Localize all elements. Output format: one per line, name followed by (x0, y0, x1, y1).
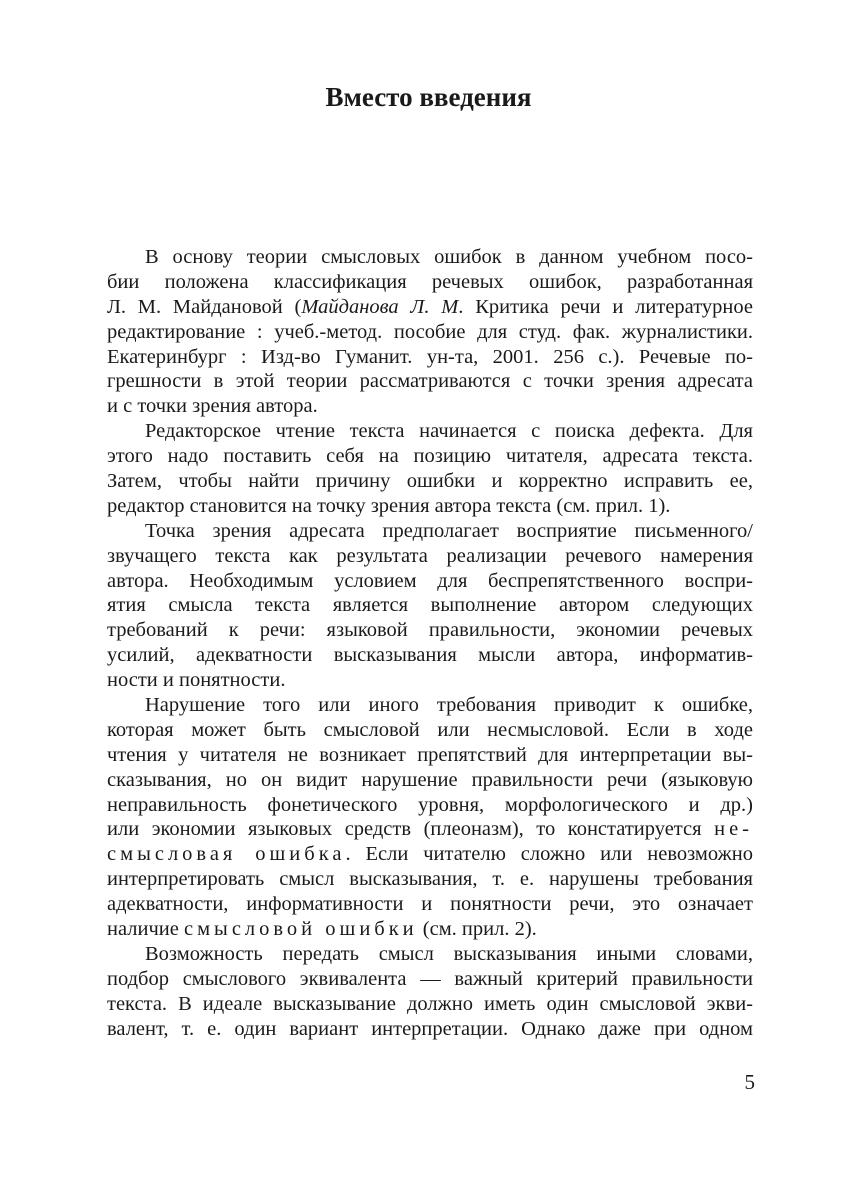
text-line (107, 967, 753, 992)
text-line (107, 1017, 753, 1042)
text-segment: требований к речи: языковой правильности, экономии речевых (107, 619, 753, 642)
text-segment: Екатеринбург : Изд-во Гуманит. ун-та, 2001. 256 с.). Речевые по- (107, 345, 753, 368)
text-line (107, 718, 753, 743)
paragraph (107, 693, 753, 942)
text-line (107, 917, 753, 942)
text-segment: наличие (107, 918, 184, 941)
text-line (107, 569, 753, 594)
text-segment: Л. М. Майдановой ( (107, 295, 302, 318)
text-line (107, 743, 753, 768)
text-line (107, 295, 753, 320)
text-line (107, 593, 753, 618)
text-line (107, 643, 753, 668)
text-segment: неправильность фонетического уровня, морфологического и др.) (107, 793, 753, 816)
text-segment: валент, т. е. один вариант интерпретации. Однако даже при одном (107, 1017, 753, 1040)
text-segment: Затем, чтобы найти причину ошибки и корректно исправить ее, (107, 470, 753, 493)
text-line (107, 992, 753, 1017)
text-segment: ности и понятности. (107, 669, 286, 692)
text-segment: бии положена классификация речевых ошибок, разработанная (107, 270, 753, 293)
text-segment: подбор смыслового эквивалента — важный критерий правильности (107, 967, 753, 990)
text-segment: этого надо поставить себя на позицию читателя, адресата текста. (107, 445, 753, 468)
spaced-emphasis: не- (714, 818, 753, 841)
text-line (107, 867, 753, 892)
text-segment: Точка зрения адресата предполагает восприятие письменного/ (145, 519, 753, 542)
text-line (107, 793, 753, 818)
body-text (107, 245, 753, 1042)
text-line (107, 842, 753, 867)
paragraph (107, 519, 753, 693)
text-segment: чтения у читателя не возникает препятствий для интерпретации вы- (107, 743, 753, 766)
text-line (107, 618, 753, 643)
text-segment: редактирование : учеб.-метод. пособие для студ. фак. журналистики. (107, 320, 753, 343)
text-segment: усилий, адекватности высказывания мысли автора, информатив- (107, 644, 753, 667)
text-segment: Редакторское чтение текста начинается с поиска дефекта. Для (145, 420, 753, 443)
text-line (107, 270, 753, 295)
text-line (107, 345, 753, 370)
text-line (107, 444, 753, 469)
text-line (107, 369, 753, 394)
text-segment: В основу теории смысловых ошибок в данном учебном посо- (145, 246, 753, 268)
text-segment: и с точки зрения автора. (107, 395, 318, 418)
text-segment: ятия смысла текста является выполнение автором следующих (107, 594, 753, 617)
paragraph (107, 245, 753, 419)
text-line (107, 768, 753, 793)
paragraph (107, 942, 753, 1042)
text-segment: Нарушение того или иного требования приводит к ошибке, (145, 694, 753, 717)
text-segment: грешности в этой теории рассматриваются с точки зрения адресата (107, 370, 753, 393)
text-line (107, 245, 753, 270)
text-segment: которая может быть смысловой или несмысловой. Если в ходе (107, 718, 753, 741)
text-segment: редактор становится на точку зрения автора текста (см. прил. 1). (107, 494, 671, 517)
page-number: 5 (744, 1070, 755, 1094)
spaced-emphasis: смысловая ошибка (107, 843, 346, 866)
text-line (107, 668, 753, 693)
text-segment: . Критика речи и литературное (458, 295, 754, 318)
text-segment: интерпретировать смысл высказывания, т. е. нарушены требования (107, 868, 753, 891)
text-line (107, 494, 753, 519)
text-segment: адекватности, информативности и понятности речи, это означает (107, 893, 753, 916)
text-line (107, 942, 753, 967)
text-line (107, 817, 753, 842)
text-segment: сказывания, но он видит нарушение правильности речи (языковую (107, 768, 753, 791)
text-segment: (см. прил. 2). (417, 918, 537, 941)
text-line (107, 544, 753, 569)
text-segment: автора. Необходимым условием для беспрепятственного воспри- (107, 569, 753, 592)
text-line (107, 693, 753, 718)
text-line (107, 469, 753, 494)
italic-citation: Майданова Л. М (301, 295, 459, 318)
text-line (107, 394, 753, 419)
text-segment: Возможность передать смысл высказывания иными словами, (145, 942, 753, 965)
text-segment: . Если читателю сложно или невозможно (345, 843, 754, 866)
text-line (107, 419, 753, 444)
chapter-title: Вместо введения (325, 82, 532, 112)
text-line (107, 892, 753, 917)
text-segment: звучащего текста как результата реализации речевого намерения (107, 544, 753, 567)
text-segment: текста. В идеале высказывание должно иметь один смысловой экви- (107, 992, 753, 1015)
spaced-emphasis: смысловой ошибки (183, 918, 418, 941)
paragraph (107, 419, 753, 519)
text-segment: или экономии языковых средств (плеоназм), то констатируется (107, 818, 715, 841)
text-line (107, 320, 753, 345)
text-line (107, 519, 753, 544)
